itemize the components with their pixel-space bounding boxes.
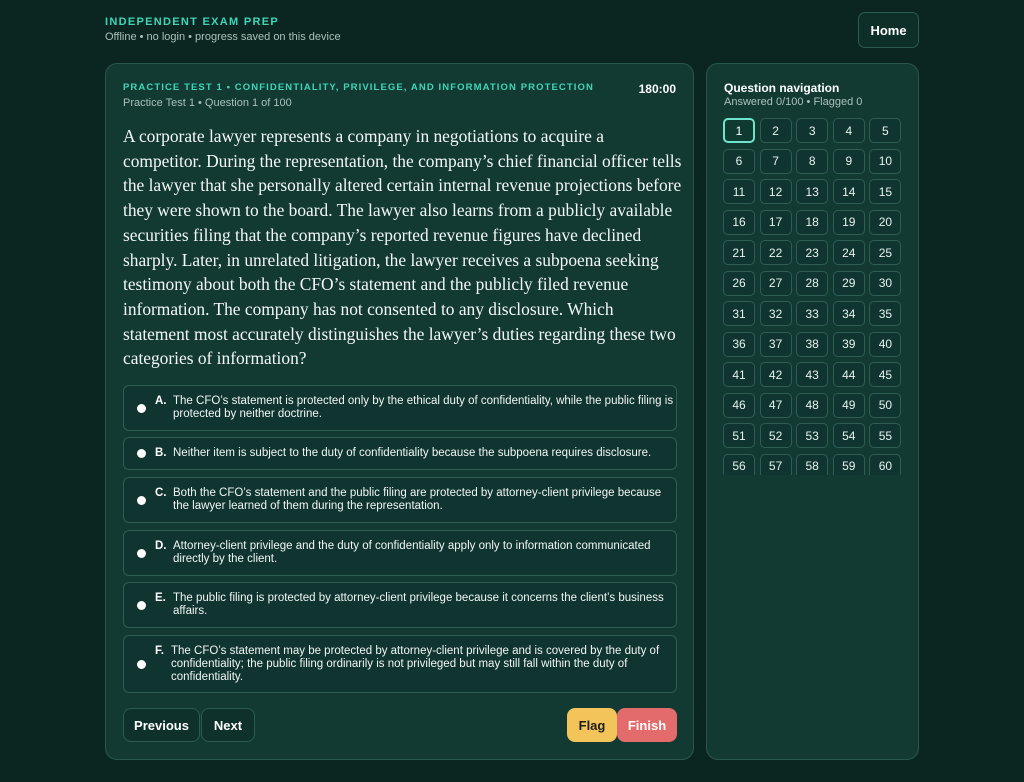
question-number-button[interactable]: 52 <box>760 423 792 448</box>
question-number-button[interactable]: 14 <box>833 179 865 204</box>
question-number-button[interactable]: 35 <box>869 301 901 326</box>
question-number-button[interactable]: 4 <box>833 118 865 143</box>
question-header <box>123 82 676 109</box>
question-number-button[interactable]: 22 <box>760 240 792 265</box>
question-number-button[interactable]: 13 <box>796 179 828 204</box>
question-number-button[interactable]: 53 <box>796 423 828 448</box>
option-letter: D. <box>155 540 167 552</box>
option-e[interactable] <box>123 582 677 628</box>
radio-button[interactable] <box>137 449 146 458</box>
home-button[interactable]: Home <box>858 12 919 48</box>
option-text: Attorney-client privilege and the duty of confidentiality apply only to information communicated directly by the client. <box>173 540 651 565</box>
option-text: The public filing is protected by attorney-client privilege because it concerns the client’s business affairs. <box>173 592 664 617</box>
navigation-status: Answered 0/100 • Flagged 0 <box>724 96 863 108</box>
option-letter: B. <box>155 447 167 459</box>
option-text: The CFO’s statement is protected only by the ethical duty of confidentiality, while the public filing is protected by neither doctrine. <box>173 395 674 420</box>
question-number-button[interactable]: 2 <box>760 118 792 143</box>
question-stem: A corporate lawyer represents a company in negotiations to acquire a competitor. During the representation, the company’s chief financial officer tells the lawyer that she personally altered certain internal revenue projections before they were shown to the board. The lawyer also learns from a publicly available securities filing that the company’s reported revenue figures have declined sharply. Later, in unrelated litigation, the lawyer receives a subpoena seeking testimony about both the CFO’s statement and the publicly filed revenue information. The company has not consented to any disclosure. Which statement most accurately distinguishes the lawyer’s duties regarding these two categories of information? <box>123 126 682 369</box>
question-number-button[interactable]: 12 <box>760 179 792 204</box>
brand-header <box>105 16 341 43</box>
question-number-button[interactable]: 10 <box>869 149 901 174</box>
question-number-button[interactable]: 29 <box>833 271 865 296</box>
radio-button[interactable] <box>137 660 146 669</box>
question-number-button[interactable]: 30 <box>869 271 901 296</box>
option-letter: A. <box>155 395 167 407</box>
question-number-button[interactable]: 48 <box>796 393 828 418</box>
question-meta: Practice Test 1 • Question 1 of 100 <box>123 97 292 109</box>
next-button[interactable]: Next <box>201 708 255 742</box>
question-number-button[interactable]: 23 <box>796 240 828 265</box>
question-number-button[interactable]: 31 <box>723 301 755 326</box>
question-number-button[interactable]: 41 <box>723 362 755 387</box>
flag-button[interactable]: Flag <box>567 708 617 742</box>
question-number-button[interactable]: 15 <box>869 179 901 204</box>
question-number-button[interactable]: 59 <box>833 454 865 476</box>
question-number-button[interactable]: 45 <box>869 362 901 387</box>
question-number-button[interactable]: 39 <box>833 332 865 357</box>
timer: 180:00 <box>638 82 676 96</box>
question-number-button[interactable]: 51 <box>723 423 755 448</box>
option-a[interactable] <box>123 385 677 431</box>
option-f[interactable] <box>123 635 677 693</box>
question-number-button[interactable]: 55 <box>869 423 901 448</box>
option-c[interactable] <box>123 477 677 523</box>
question-number-button[interactable]: 28 <box>796 271 828 296</box>
question-number-button[interactable]: 26 <box>723 271 755 296</box>
question-number-button[interactable]: 60 <box>869 454 901 476</box>
option-text: Both the CFO’s statement and the public filing are protected by attorney-client privilege because the lawyer learned of them during the representation. <box>173 487 662 512</box>
question-number-button[interactable]: 50 <box>869 393 901 418</box>
question-number-button[interactable]: 47 <box>760 393 792 418</box>
question-number-button[interactable]: 49 <box>833 393 865 418</box>
navigation-title: Question navigation <box>724 81 840 95</box>
radio-button[interactable] <box>137 601 146 610</box>
question-number-button[interactable]: 42 <box>760 362 792 387</box>
option-letter: C. <box>155 487 167 499</box>
question-number-button[interactable]: 56 <box>723 454 755 476</box>
question-number-button[interactable]: 17 <box>760 210 792 235</box>
question-number-button[interactable]: 24 <box>833 240 865 265</box>
option-letter: F. <box>155 644 164 657</box>
question-number-button[interactable]: 38 <box>796 332 828 357</box>
question-number-button[interactable]: 40 <box>869 332 901 357</box>
question-number-button[interactable]: 18 <box>796 210 828 235</box>
question-number-button[interactable]: 16 <box>723 210 755 235</box>
question-number-button[interactable]: 5 <box>869 118 901 143</box>
question-number-button[interactable]: 19 <box>833 210 865 235</box>
previous-button[interactable]: Previous <box>123 708 200 742</box>
question-category: PRACTICE TEST 1 • CONFIDENTIALITY, PRIVILEGE, AND INFORMATION PROTECTION <box>123 82 594 93</box>
question-number-button[interactable]: 25 <box>869 240 901 265</box>
question-number-button[interactable]: 34 <box>833 301 865 326</box>
question-number-button[interactable]: 44 <box>833 362 865 387</box>
question-number-button[interactable]: 36 <box>723 332 755 357</box>
radio-button[interactable] <box>137 496 146 505</box>
option-b[interactable] <box>123 437 677 470</box>
question-number-button[interactable]: 3 <box>796 118 828 143</box>
question-number-button[interactable]: 9 <box>833 149 865 174</box>
question-number-button[interactable]: 20 <box>869 210 901 235</box>
question-number-button[interactable]: 46 <box>723 393 755 418</box>
question-number-button[interactable]: 33 <box>796 301 828 326</box>
question-number-button[interactable]: 6 <box>723 149 755 174</box>
option-d[interactable] <box>123 530 677 576</box>
finish-button[interactable]: Finish <box>617 708 677 742</box>
option-text: The CFO’s statement may be protected by attorney-client privilege and is covered by the duty of confidentiality; the public filing ordinarily is not privileged but may still fall within the duty of confidentiality. <box>171 644 660 683</box>
brand-title: INDEPENDENT EXAM PREP <box>105 16 279 28</box>
question-number-button[interactable]: 7 <box>760 149 792 174</box>
brand-subtitle: Offline • no login • progress saved on this device <box>105 31 341 43</box>
question-number-button[interactable]: 37 <box>760 332 792 357</box>
question-navigation-panel <box>706 63 919 760</box>
question-number-button[interactable]: 43 <box>796 362 828 387</box>
question-number-button[interactable]: 57 <box>760 454 792 476</box>
question-number-button[interactable]: 32 <box>760 301 792 326</box>
question-number-grid <box>723 118 905 475</box>
question-number-button[interactable]: 58 <box>796 454 828 476</box>
question-number-button[interactable]: 21 <box>723 240 755 265</box>
question-number-button[interactable]: 8 <box>796 149 828 174</box>
option-letter: E. <box>155 592 166 604</box>
question-panel <box>105 63 694 760</box>
radio-button[interactable] <box>137 549 146 558</box>
radio-button[interactable] <box>137 404 146 413</box>
question-number-button[interactable]: 11 <box>723 179 755 204</box>
question-number-button[interactable]: 1 <box>723 118 755 143</box>
question-number-button[interactable]: 54 <box>833 423 865 448</box>
question-number-button[interactable]: 27 <box>760 271 792 296</box>
option-text: Neither item is subject to the duty of confidentiality because the subpoena requires disclosure. <box>173 447 652 459</box>
